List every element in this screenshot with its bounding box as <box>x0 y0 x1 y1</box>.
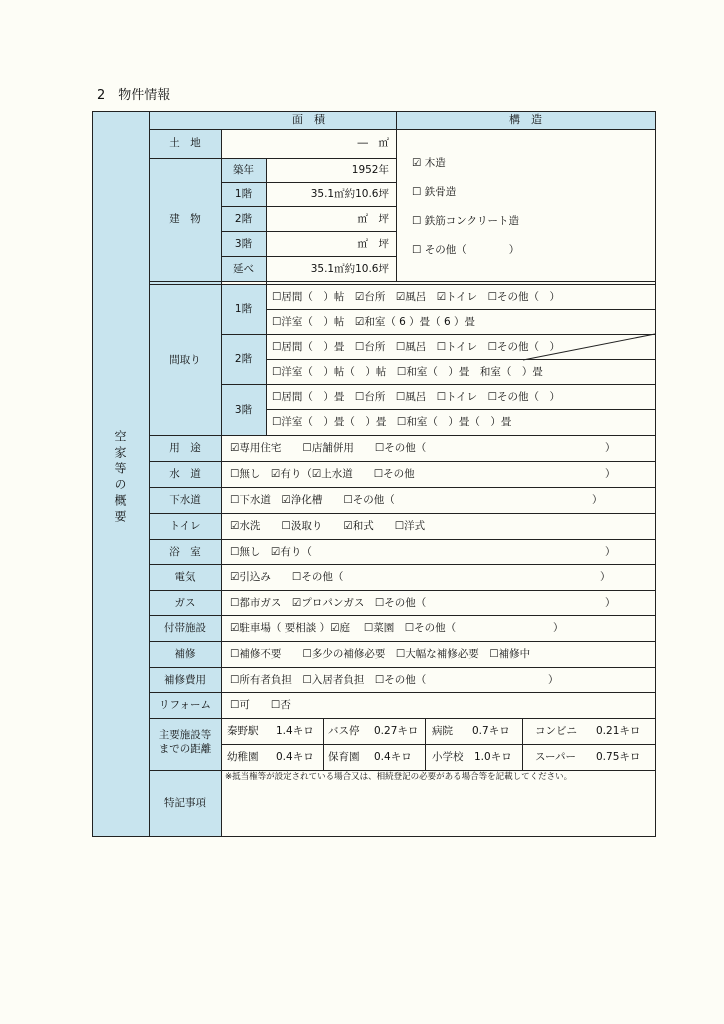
madori-2f-line2: ☐洋室（ ）帖（ ）帖 ☐和室（ ）畳 和室（ ）畳 <box>272 366 543 378</box>
facility-dist: 1.4キロ <box>276 725 314 737</box>
facility-name: スーパー <box>535 751 576 763</box>
gas-value: ☐都市ガス ☑プロパンガス ☐その他（ <box>230 597 427 609</box>
facility-close: ） <box>553 622 564 634</box>
reform-value: ☐可 ☐否 <box>230 699 291 711</box>
structure-wood[interactable]: ☑ 木造 <box>412 157 446 169</box>
facility-dist: 0.27キロ <box>374 725 419 737</box>
use-value: ☑専用住宅 ☐店舗併用 ☐その他（ <box>230 442 427 454</box>
section-title: 2 物件情報 <box>97 88 171 103</box>
madori-3f-line2: ☐洋室（ ）畳（ ）畳 ☐和室（ ）畳（ ）畳 <box>272 416 512 428</box>
facility-value: ☑駐車場（ 要相談 ）☑庭 ☐菜園 ☐その他（ <box>230 622 457 634</box>
madori-1f-line2: ☐洋室（ ）帖 ☑和室（ 6 ）畳（ 6 ）畳 <box>272 316 476 328</box>
facility-dist: 0.7キロ <box>472 725 510 737</box>
repair-label: 補修 <box>174 648 196 660</box>
notes-field[interactable] <box>222 786 654 835</box>
structure-other[interactable]: ☐ その他（ ） <box>412 244 520 256</box>
sewer-label: 下水道 <box>169 494 201 506</box>
use-label: 用 途 <box>169 442 201 454</box>
water-label: 水 道 <box>169 468 201 480</box>
facility-dist: 0.4キロ <box>374 751 412 763</box>
use-close: ） <box>605 442 616 454</box>
facility-name: 病院 <box>432 725 453 737</box>
build-year-value: 1952年 <box>351 164 389 176</box>
water-close: ） <box>605 468 616 480</box>
facility-name: バス停 <box>328 725 360 737</box>
building-label: 建 物 <box>169 213 201 225</box>
facility-name: 保育園 <box>328 751 360 763</box>
land-value: ― ㎡ <box>357 137 389 149</box>
sewer-close: ） <box>592 494 603 506</box>
notes-label: 特記事項 <box>164 797 206 809</box>
repair-cost-value: ☐所有者負担 ☐入居者負担 ☐その他（ <box>230 674 427 686</box>
floor3-value: ㎡ 坪 <box>357 238 389 250</box>
total-label: 延べ <box>233 263 254 275</box>
madori-3f-label: 3階 <box>234 404 253 416</box>
build-year-label: 築年 <box>233 164 254 176</box>
madori-2f-label: 2階 <box>234 353 253 365</box>
madori-3f-line1: ☐居間（ ）畳 ☐台所 ☐風呂 ☐トイレ ☐その他（ ） <box>272 391 561 403</box>
floor1-value: 35.1㎡約10.6坪 <box>310 188 389 200</box>
structure-rc[interactable]: ☐ 鉄筋コンクリート造 <box>412 215 520 227</box>
toilet-label: トイレ <box>169 520 201 532</box>
reform-label: リフォーム <box>159 699 211 711</box>
electric-label: 電気 <box>174 571 196 583</box>
floor2-label: 2階 <box>234 213 253 225</box>
toilet-value: ☑水洗 ☐汲取り ☑和式 ☐洋式 <box>230 520 426 532</box>
madori-2f-line1: ☐居間（ ）畳 ☐台所 ☐風呂 ☐トイレ ☐その他（ ） <box>272 341 561 353</box>
repair-cost-label: 補修費用 <box>164 674 206 686</box>
facility-name: 小学校 <box>432 751 464 763</box>
electric-close: ） <box>600 571 611 583</box>
side-label: 空家等の概要 <box>113 430 127 526</box>
repair-cost-close: ） <box>548 674 559 686</box>
facilities-label-2: までの距離 <box>158 743 212 755</box>
repair-value: ☐補修不要 ☐多少の補修必要 ☐大幅な補修必要 ☐補修中 <box>230 648 531 660</box>
madori-label: 間取り <box>169 354 201 366</box>
notes-instruction: ※抵当権等が設定されている場合又は、相続登記の必要がある場合等を記載してください。 <box>225 772 573 782</box>
facility-dist: 0.21キロ <box>596 725 641 737</box>
facility-dist: 0.4キロ <box>276 751 314 763</box>
facility-name: コンビニ <box>535 725 577 737</box>
facility-name: 秦野駅 <box>227 725 259 737</box>
bath-value: ☐無し ☑有り（ <box>230 546 312 558</box>
structure-steel[interactable]: ☐ 鉄骨造 <box>412 186 457 198</box>
header-area: 面 積 <box>292 113 325 126</box>
total-value: 35.1㎡約10.6坪 <box>310 263 389 275</box>
gas-close: ） <box>605 597 616 609</box>
land-label: 土 地 <box>169 137 201 149</box>
bath-label: 浴 室 <box>169 546 201 558</box>
sewer-value: ☐下水道 ☑浄化槽 ☐その他（ <box>230 494 395 506</box>
facilities-label-1: 主要施設等 <box>158 729 212 741</box>
bath-close: ） <box>605 546 616 558</box>
electric-value: ☑引込み ☐その他（ <box>230 571 344 583</box>
water-value: ☐無し ☑有り（☑上水道 ☐その他 <box>230 468 415 480</box>
floor3-label: 3階 <box>234 238 253 250</box>
facility-label: 付帯施設 <box>164 622 206 634</box>
gas-label: ガス <box>174 597 196 609</box>
madori-1f-label: 1階 <box>234 303 253 315</box>
floor1-label: 1階 <box>234 188 253 200</box>
facility-dist: 1.0キロ <box>474 751 512 763</box>
facility-dist: 0.75キロ <box>596 751 641 763</box>
facility-name: 幼稚園 <box>227 751 259 763</box>
header-structure: 構 造 <box>509 113 542 126</box>
floor2-value: ㎡ 坪 <box>357 213 389 225</box>
madori-1f-line1: ☐居間（ ）帖 ☑台所 ☑風呂 ☑トイレ ☐その他（ ） <box>272 291 561 303</box>
